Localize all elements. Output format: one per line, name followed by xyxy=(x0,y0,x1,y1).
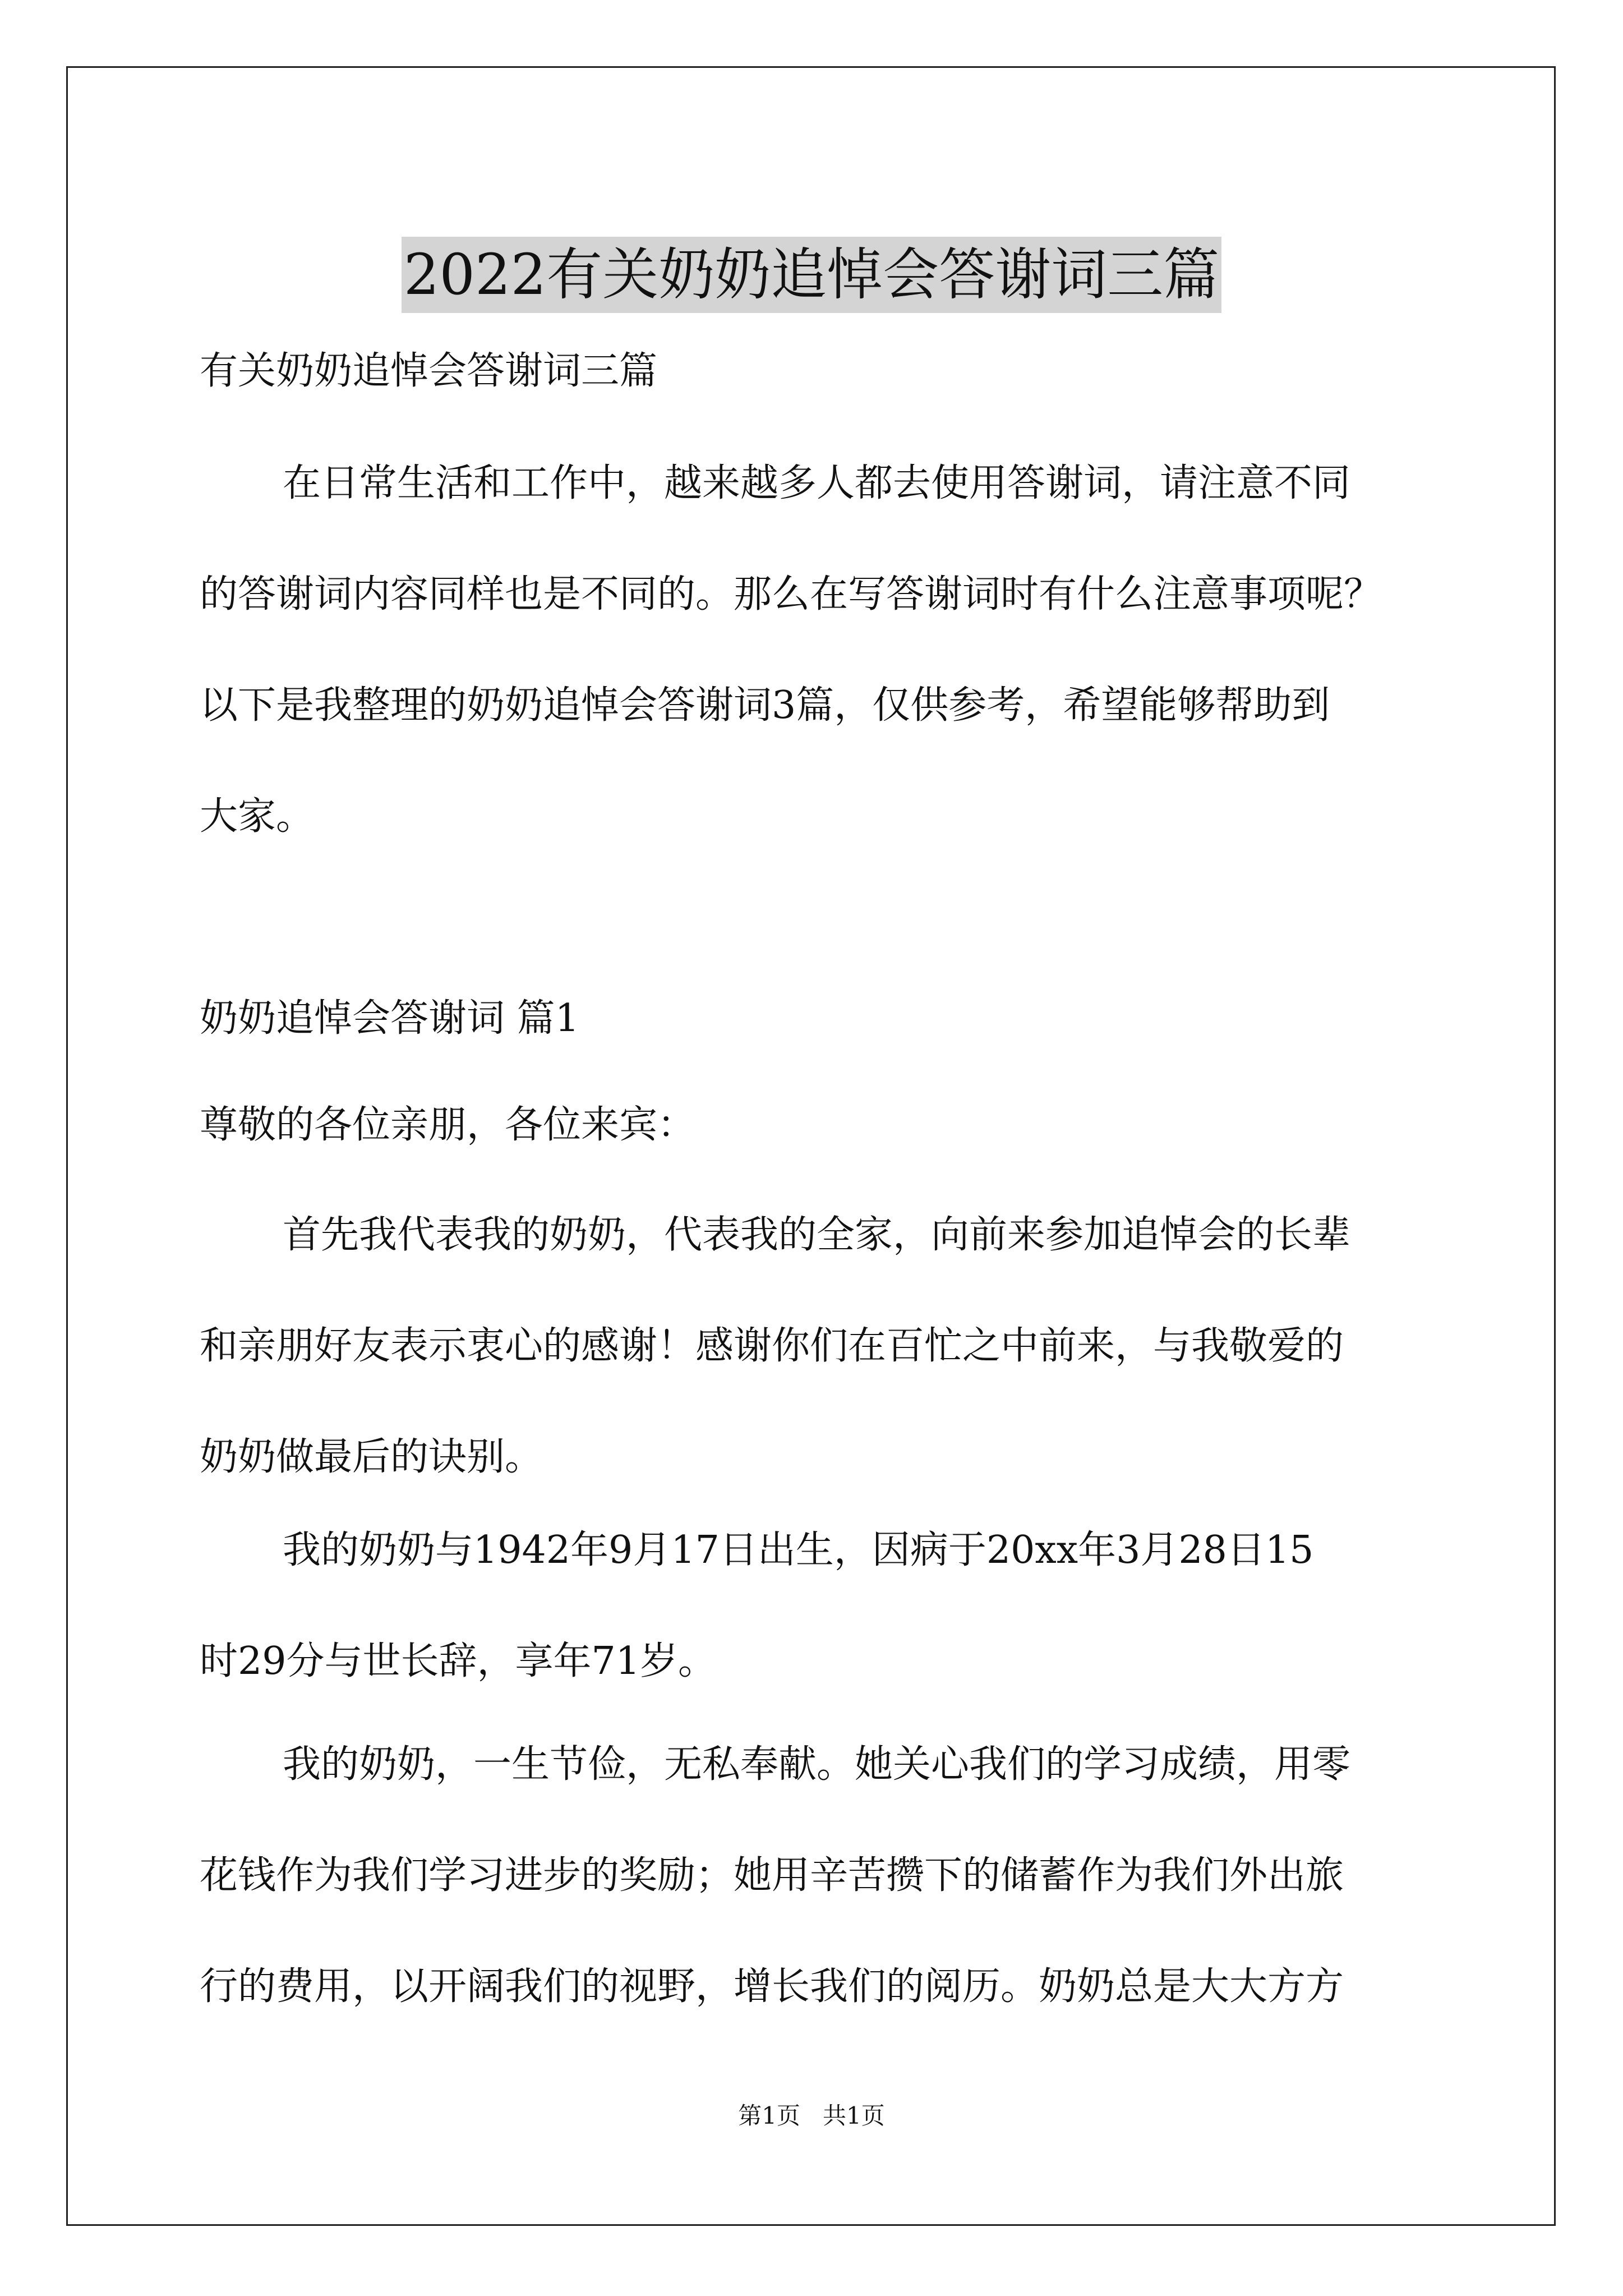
intro-paragraph xyxy=(200,428,1456,872)
paragraph-line: 首先我代表我的奶奶，代表我的全家，向前来参加追悼会的长辈 xyxy=(283,1213,1351,1257)
paragraph-line: 和亲朋好友表示衷心的感谢！感谢你们在百忙之中前来，与我敬爱的 xyxy=(200,1324,1344,1368)
paragraph-line: 行的费用，以开阔我们的视野，增长我们的阅历。奶奶总是大大方方 xyxy=(200,1964,1344,2009)
paragraph-2 xyxy=(200,1495,1456,1717)
page-number-label: 第1页 共1页 xyxy=(738,2102,885,2129)
intro-line: 的答谢词内容同样也是不同的。那么在写答谢词时有什么注意事项呢？ xyxy=(200,572,1382,616)
salutation: 尊敬的各位亲朋，各位来宾： xyxy=(200,1103,696,1147)
intro-line: 以下是我整理的奶奶追悼会答谢词3篇，仅供参考，希望能够帮助到 xyxy=(200,683,1330,728)
intro-line: 在日常生活和工作中，越来越多人都去使用答谢词，请注意不同 xyxy=(283,461,1351,505)
section-heading: 奶奶追悼会答谢词 篇1 xyxy=(200,996,579,1041)
document-title: 2022有关奶奶追悼会答谢词三篇 xyxy=(402,237,1222,313)
paragraph-3 xyxy=(200,1709,1456,2042)
intro-line: 大家。 xyxy=(200,794,315,839)
paragraph-line: 时29分与世长辞，享年71岁。 xyxy=(200,1639,717,1683)
paragraph-line: 奶奶做最后的诀别。 xyxy=(200,1435,543,1479)
paragraph-1 xyxy=(200,1180,1456,1513)
paragraph-line: 花钱作为我们学习进步的奖励；她用辛苦攒下的储蓄作为我们外出旅 xyxy=(200,1853,1344,1898)
paragraph-line: 我的奶奶，一生节俭，无私奉献。她关心我们的学习成绩，用零 xyxy=(283,1742,1351,1787)
paragraph-line: 我的奶奶与1942年9月17日出生，因病于20xx年3月28日15 xyxy=(283,1528,1314,1572)
document-subtitle: 有关奶奶追悼会答谢词三篇 xyxy=(200,349,658,393)
page-footer xyxy=(0,2099,1623,2133)
